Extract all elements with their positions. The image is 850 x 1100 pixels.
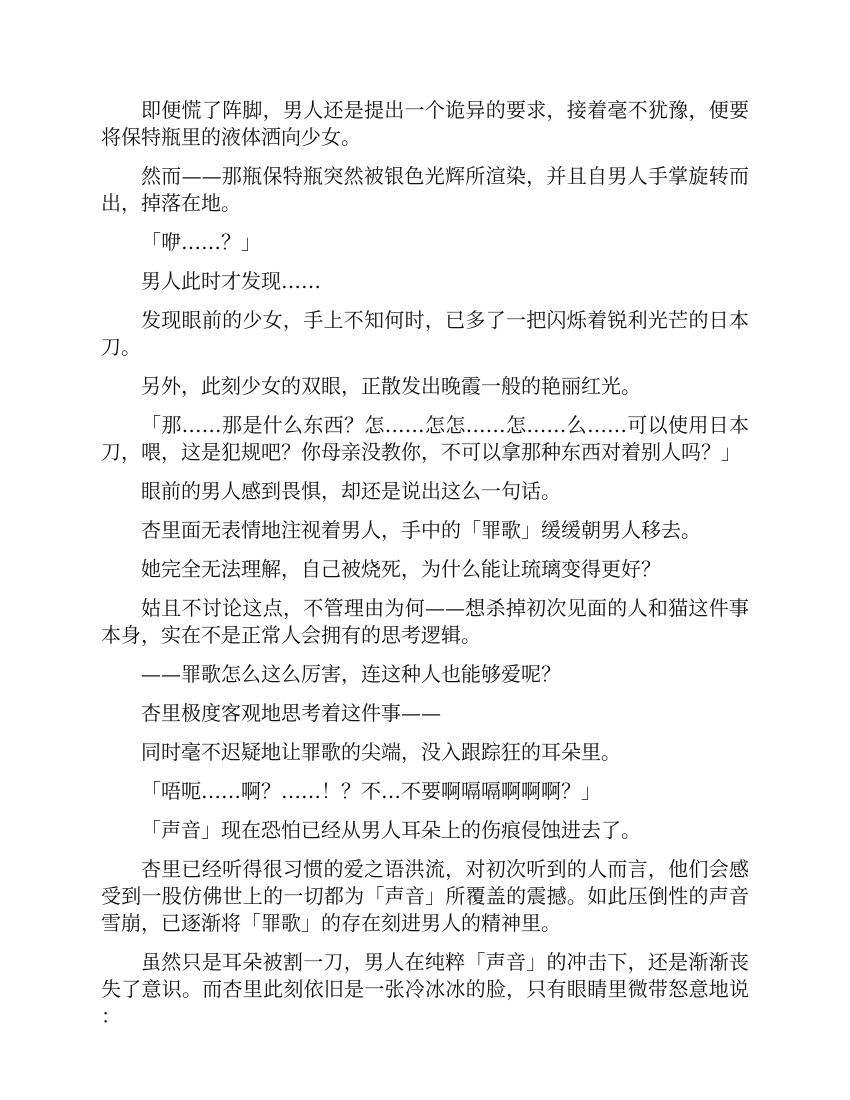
paragraph: 发现眼前的少女，手上不知何时，已多了一把闪烁着锐利光芒的日本刀。 (101, 308, 749, 359)
paragraph: 杏里面无表情地注视着男人，手中的「罪歌」缓缓朝男人移去。 (141, 518, 701, 542)
paragraph: 虽然只是耳朵被割一刀，男人在纯粹「声音」的冲击下，还是渐渐丧失了意识。而杏里此刻依旧是一张冷冰冰的脸，只有眼睛里微带怒意地说： (101, 950, 749, 1028)
paragraph: 「声音」现在恐怕已经从男人耳朵上的伤痕侵蚀进去了。 (141, 818, 641, 842)
paragraph: 即便慌了阵脚，男人还是提出一个诡异的要求，接着毫不犹豫，便要将保特瓶里的液体洒向少女。 (101, 98, 749, 149)
paragraph: 杏里极度客观地思考着这件事—— (141, 701, 441, 725)
paragraph: ——罪歌怎么这么厉害，连这种人也能够爱呢？ (141, 662, 561, 686)
paragraph: 眼前的男人感到畏惧，却还是说出这么一句话。 (141, 479, 561, 503)
document-page (101, 97, 749, 1042)
paragraph: 她完全无法理解，自己被烧死，为什么能让琉璃变得更好？ (141, 557, 661, 581)
dialogue-line: 「那……那是什么东西？怎……怎怎……怎……么……可以使用日本刀，喂，这是犯规吧？你母亲没教你，不可以拿那种东西对着别人吗？」 (101, 413, 749, 464)
dialogue-line: 「咿……？」 (141, 230, 261, 254)
paragraph: 然而——那瓶保特瓶突然被银色光辉所渲染，并且自男人手掌旋转而出，掉落在地。 (101, 164, 749, 215)
paragraph: 另外，此刻少女的双眼，正散发出晚霞一般的艳丽红光。 (141, 374, 641, 398)
paragraph: 姑且不讨论这点，不管理由为何——想杀掉初次见面的人和猫这件事本身，实在不是正常人会拥有的思考逻辑。 (101, 596, 749, 647)
paragraph: 同时毫不迟疑地让罪歌的尖端，没入跟踪狂的耳朵里。 (141, 740, 621, 764)
dialogue-line: 「唔呃……啊？……！？不…不要啊嗝嗝啊啊啊？」 (141, 779, 601, 803)
paragraph: 杏里已经听得很习惯的爱之语洪流，对初次听到的人而言，他们会感受到一股仿佛世上的一切都为「声音」所覆盖的震撼。如此压倒性的声音雪崩，已逐渐将「罪歌」的存在刻进男人的精神里。 (101, 857, 749, 935)
paragraph: 男人此时才发现…… (141, 269, 321, 293)
